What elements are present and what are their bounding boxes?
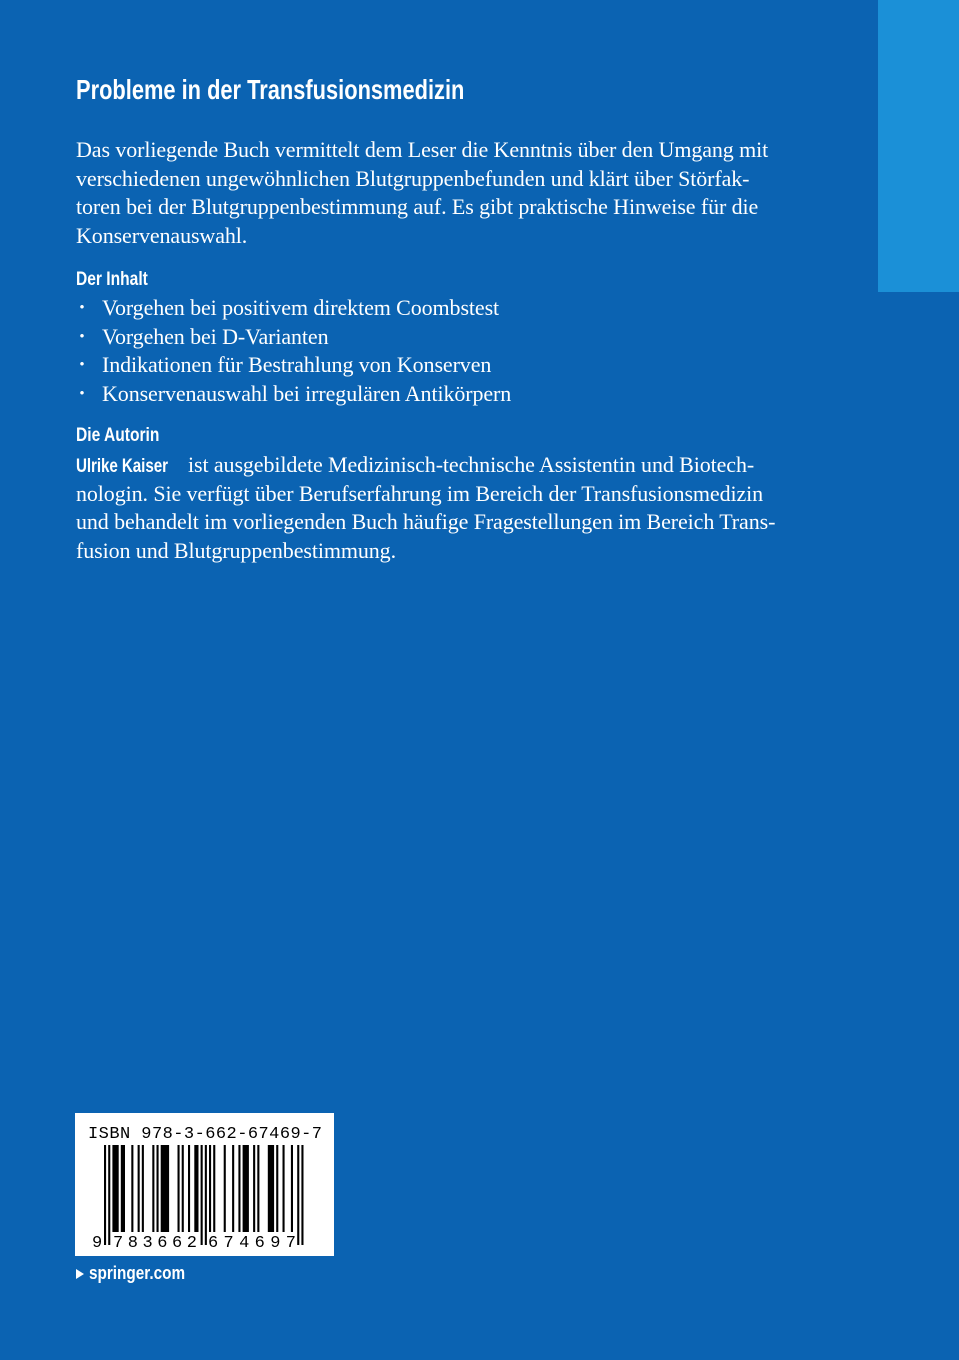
barcode-bar [291, 1145, 293, 1232]
bullet-icon: • [79, 357, 85, 374]
list-item [76, 380, 511, 409]
barcode [75, 1113, 334, 1256]
list-item [76, 323, 511, 352]
author-line: nologin. Sie verfügt über Berufserfahrung im Bereich der Transfusionsmedizin [76, 480, 764, 506]
barcode-bar [283, 1145, 285, 1232]
intro-line: verschiedenen ungewöhnlichen Blutgruppenbefunden und klärt über Störfak- [76, 165, 750, 191]
barcode-guard-bar [108, 1145, 110, 1245]
bullet-icon: • [79, 385, 85, 402]
barcode-bar [224, 1145, 226, 1232]
barcode-bar [178, 1145, 180, 1232]
barcode-right-digits: 674697 [208, 1234, 296, 1253]
barcode-bar [268, 1145, 274, 1232]
isbn-label: ISBN 978-3-662-67469-7 [88, 1125, 322, 1144]
barcode-bar [142, 1145, 144, 1232]
barcode-bars [104, 1145, 304, 1245]
list-item-text: Konservenauswahl bei irregulären Antikörpern [102, 380, 512, 406]
author-line-text: ist ausgebildete Medizinisch-technische Assistentin und Biotech- [188, 452, 755, 477]
barcode-bar [276, 1145, 278, 1232]
barcode-guard-bar [297, 1145, 299, 1245]
barcode-bar [112, 1145, 118, 1232]
barcode-bar [152, 1145, 154, 1232]
author-name: Ulrike Kaiser [76, 456, 168, 477]
barcode-bar [209, 1145, 211, 1232]
publisher-link-text: springer.com [89, 1263, 186, 1283]
barcode-left-digits: 783662 [113, 1234, 197, 1253]
barcode-bar [188, 1145, 190, 1232]
barcode-bar [243, 1145, 249, 1232]
barcode-bar [257, 1145, 259, 1232]
bullet-icon: • [79, 328, 85, 345]
author-heading: Die Autorin [76, 425, 160, 446]
intro-line: Konservenauswahl. [76, 223, 248, 249]
contents-list [76, 294, 511, 408]
barcode-guard-bar [104, 1145, 106, 1245]
barcode-bar [213, 1145, 215, 1232]
list-item-text: Vorgehen bei D-Varianten [102, 323, 329, 349]
barcode-bar [182, 1145, 184, 1232]
barcode-guard-bar [205, 1145, 207, 1245]
triangle-arrow-icon [76, 1269, 84, 1279]
barcode-bar [253, 1145, 255, 1232]
book-title: Probleme in der Transfusionsmedizin [76, 74, 465, 105]
bullet-icon: • [79, 300, 85, 316]
author-line: und behandelt im vorliegenden Buch häufige Fragestellungen im Bereich Trans- [76, 509, 776, 535]
author-paragraph [76, 451, 775, 566]
author-line [76, 451, 775, 480]
barcode-bar [157, 1145, 159, 1232]
barcode-bar [121, 1145, 125, 1232]
barcode-bar [161, 1145, 169, 1232]
contents-heading: Der Inhalt [76, 269, 148, 290]
barcode-bar [138, 1145, 140, 1232]
barcode-bar [131, 1145, 133, 1232]
publisher-link [76, 1261, 202, 1285]
barcode-guard-bar [301, 1145, 303, 1245]
barcode-bar [238, 1145, 240, 1232]
list-item-text: Indikationen für Bestrahlung von Konserven [102, 352, 492, 378]
barcode-first-digit: 9 [92, 1234, 103, 1253]
accent-strip [878, 0, 959, 292]
list-item-text: Vorgehen bei positivem direktem Coombstest [102, 295, 500, 320]
barcode-box [75, 1113, 334, 1256]
list-item [76, 294, 511, 323]
barcode-bar [194, 1145, 198, 1232]
author-line: fusion und Blutgruppenbestimmung. [76, 538, 396, 564]
barcode-guard-bar [201, 1145, 203, 1245]
intro-line: Das vorliegende Buch vermittelt dem Leser die Kenntnis über den Umgang mit [76, 137, 769, 162]
intro-line: toren bei der Blutgruppenbestimmung auf. Es gibt praktische Hinweise für die [76, 194, 759, 220]
list-item [76, 351, 511, 380]
barcode-bar [232, 1145, 234, 1232]
intro-paragraph [76, 136, 768, 251]
